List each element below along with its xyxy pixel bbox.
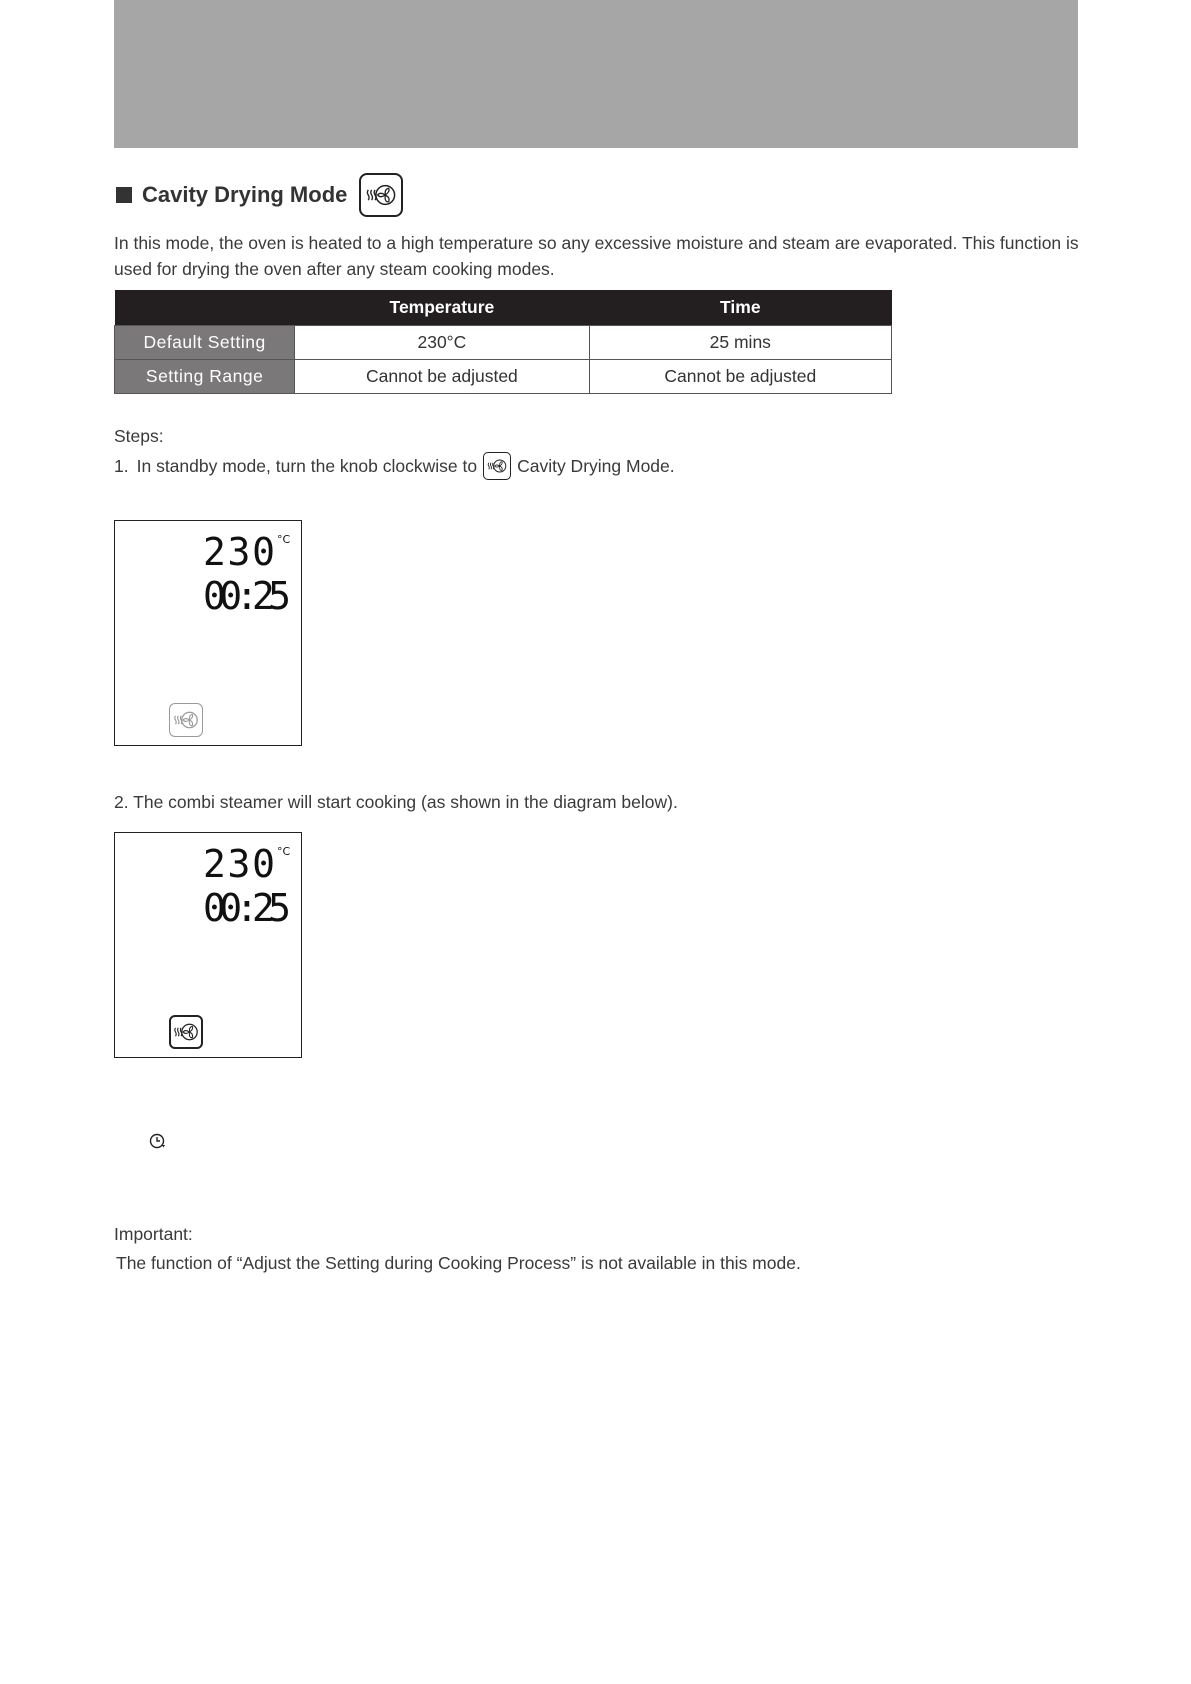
- lcd-temperature-readout: [203, 841, 293, 883]
- bullet-square-icon: [116, 187, 132, 203]
- lcd-time-readout: [203, 573, 293, 615]
- important-label: Important:: [114, 1224, 193, 1244]
- svg-text:°C: °C: [277, 533, 291, 546]
- section-title-text: Cavity Drying Mode: [142, 182, 348, 207]
- svg-text:00:25: 00:25: [203, 574, 291, 615]
- svg-text:230: 230: [203, 530, 275, 571]
- lcd-temperature-readout: [203, 529, 293, 571]
- svg-text:°C: °C: [277, 845, 291, 858]
- cavity-drying-icon: [359, 173, 403, 217]
- settings-table: [114, 290, 892, 394]
- cavity-drying-display-icon-dim: [169, 703, 203, 737]
- cavity-drying-inline-icon: [483, 452, 511, 480]
- step-2: 2. The combi steamer will start cooking (as shown in the diagram below).: [114, 792, 678, 812]
- default-temperature: 230°C: [295, 326, 589, 360]
- range-time: Cannot be adjusted: [589, 360, 891, 394]
- section-title: [116, 172, 403, 218]
- cavity-drying-display-icon-active: [169, 1015, 203, 1049]
- header-band: [114, 0, 1078, 148]
- default-time: 25 mins: [589, 326, 891, 360]
- table-header-blank: [115, 290, 295, 326]
- row-label-setting-range: Setting Range: [115, 360, 295, 394]
- steps-label: Steps:: [114, 426, 164, 446]
- table-row: [115, 360, 892, 394]
- table-header-temperature: Temperature: [295, 290, 589, 326]
- row-label-default-setting: Default Setting: [115, 326, 295, 360]
- step-1-number: 1.: [114, 455, 129, 476]
- step-1: [114, 452, 675, 480]
- lcd-display-cooking: [114, 832, 302, 1058]
- lcd-time-readout: [203, 885, 293, 927]
- timer-clock-icon: [149, 1132, 167, 1150]
- svg-text:230: 230: [203, 842, 275, 883]
- range-temperature: Cannot be adjusted: [295, 360, 589, 394]
- table-header-row: [115, 290, 892, 326]
- intro-paragraph: In this mode, the oven is heated to a high temperature so any excessive moisture and steam are evaporated. This function is used for drying the oven after any steam cooking modes.: [114, 233, 1079, 279]
- important-text: The function of “Adjust the Setting during Cooking Process” is not available in this mode.: [116, 1253, 801, 1273]
- step-1-text-before: In standby mode, turn the knob clockwise to: [136, 455, 478, 476]
- step-1-text-after: Cavity Drying Mode.: [517, 455, 675, 476]
- svg-text:00:25: 00:25: [203, 886, 291, 927]
- lcd-display-standby: [114, 520, 302, 746]
- table-header-time: Time: [589, 290, 891, 326]
- table-row: [115, 326, 892, 360]
